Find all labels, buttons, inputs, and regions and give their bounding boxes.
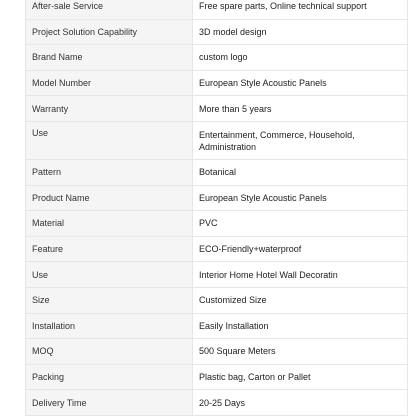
table-row xyxy=(26,339,408,365)
table-row xyxy=(26,390,408,416)
table-row xyxy=(26,185,408,211)
table-row xyxy=(26,70,408,96)
table-row xyxy=(26,19,408,45)
table-row xyxy=(26,364,408,390)
spec-value: PVC xyxy=(193,211,408,237)
spec-label: Project Solution Capability xyxy=(26,19,193,45)
spec-value: Interior Home Hotel Wall Decoratin xyxy=(193,262,408,288)
spec-value: 20-25 Days xyxy=(193,390,408,416)
table-row xyxy=(26,0,408,19)
spec-label: After-sale Service xyxy=(26,0,193,19)
spec-value: Easily Installation xyxy=(193,313,408,339)
spec-label: Warranty xyxy=(26,96,193,122)
table-row xyxy=(26,262,408,288)
table-row xyxy=(26,236,408,262)
table-row xyxy=(26,45,408,71)
spec-label: Size xyxy=(26,287,193,313)
table-row xyxy=(26,313,408,339)
table-row xyxy=(26,287,408,313)
spec-label: Use xyxy=(26,262,193,288)
spec-label: Installation xyxy=(26,313,193,339)
table-row xyxy=(26,121,408,159)
spec-label: Product Name xyxy=(26,185,193,211)
spec-label: Use xyxy=(26,121,193,159)
spec-value: Botanical xyxy=(193,159,408,185)
table-row xyxy=(26,96,408,122)
spec-label: Packing xyxy=(26,364,193,390)
product-specs-table xyxy=(25,0,408,416)
table-row xyxy=(26,211,408,237)
spec-value: ECO-Friendly+waterproof xyxy=(193,236,408,262)
spec-label: Feature xyxy=(26,236,193,262)
table-row xyxy=(26,159,408,185)
spec-label: Model Number xyxy=(26,70,193,96)
spec-label: MOQ xyxy=(26,339,193,365)
spec-value: 500 Square Meters xyxy=(193,339,408,365)
spec-value: European Style Acoustic Panels xyxy=(193,70,408,96)
spec-value: More than 5 years xyxy=(193,96,408,122)
spec-label: Brand Name xyxy=(26,45,193,71)
spec-value: 3D model design xyxy=(193,19,408,45)
spec-value: Free spare parts, Online technical support xyxy=(193,0,408,19)
spec-label: Pattern xyxy=(26,159,193,185)
spec-value: European Style Acoustic Panels xyxy=(193,185,408,211)
spec-value: Customized Size xyxy=(193,287,408,313)
spec-label: Delivery Time xyxy=(26,390,193,416)
spec-value: custom logo xyxy=(193,45,408,71)
spec-label: Material xyxy=(26,211,193,237)
spec-value: Plastic bag, Carton or Pallet xyxy=(193,364,408,390)
spec-value: Entertainment, Commerce, Household, Administration xyxy=(193,121,408,159)
